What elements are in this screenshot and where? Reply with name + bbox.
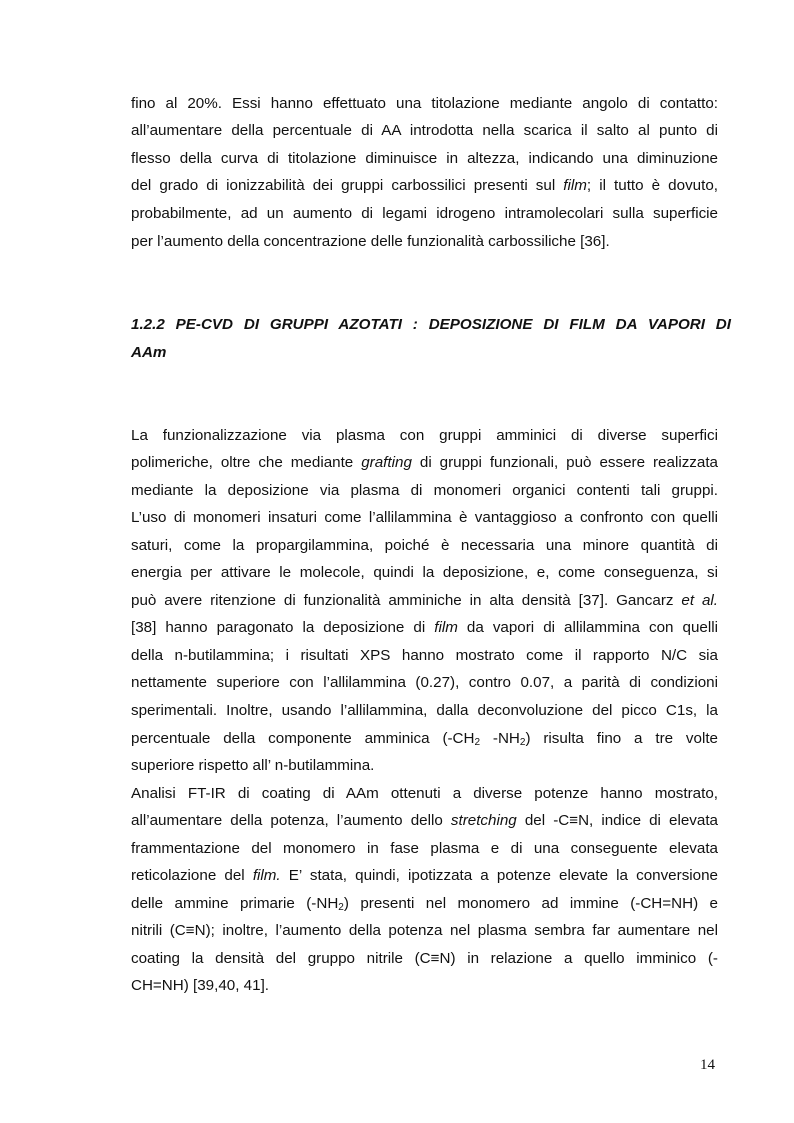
text-span: -NH: [480, 730, 520, 747]
italic-term: et al.: [681, 592, 718, 609]
text-line: nitrili (C≡N); inoltre, l’aumento della potenza nel plasma sembra far aumentare nel: [131, 922, 718, 939]
text-line: coating la densità del gruppo nitrile (C≡N) in relazione a quello imminico (-: [131, 950, 718, 967]
text-line: CH=NH) [39,40, 41].: [131, 977, 270, 994]
text-line: probabilmente, ad un aumento di legami idrogeno intramolecolari sulla superficie: [131, 205, 718, 222]
subscript: 2: [519, 737, 526, 748]
text-line: [131, 591, 718, 611]
text-line: La funzionalizzazione via plasma con gruppi amminici di diverse superfici: [131, 427, 718, 444]
text-line: [131, 866, 718, 886]
text-line: [131, 618, 718, 638]
text-line: flesso della curva di titolazione diminuisce in altezza, indicando una diminuzione: [131, 150, 718, 167]
text-line: L’uso di monomeri insaturi come l’allilammina è vantaggioso a confronto con quelli: [131, 509, 718, 526]
text-line: superiore rispetto all’ n-butilammina.: [131, 757, 375, 774]
text-line: saturi, come la propargilammina, poiché è necessaria una minore quantità di: [131, 537, 718, 554]
text-span: può avere ritenzione di funzionalità amminiche in alta densità [37]. Gancarz: [131, 592, 674, 609]
section-heading-line: 1.2.2 PE-CVD DI GRUPPI AZOTATI : DEPOSIZIONE DI FILM DA VAPORI DI: [131, 316, 731, 333]
text-line: [131, 729, 718, 749]
text-line: all’aumentare della percentuale di AA introdotta nella scarica il salto al punto di: [131, 122, 718, 139]
section-heading-line: AAm: [131, 344, 167, 361]
text-span: all’aumentare della potenza, l’aumento dello: [131, 812, 443, 829]
subscript: 2: [338, 902, 344, 913]
text-span: (-CH: [442, 730, 475, 747]
text-span: [38] hanno paragonato la deposizione di: [131, 619, 426, 636]
subscript: 2: [474, 737, 481, 748]
text-line: della n-butilammina; i risultati XPS hanno mostrato come il rapporto N/C sia: [131, 647, 718, 664]
text-span: delle ammine primarie (-NH: [131, 895, 339, 912]
text-line: [131, 453, 718, 473]
italic-term: stretching: [450, 812, 517, 829]
text-span: polimeriche, oltre che mediante: [131, 454, 354, 471]
text-line: nettamente superiore con l’allilammina (0.27), contro 0.07, a parità di condizioni: [131, 674, 718, 691]
text-span: reticolazione del: [131, 867, 245, 884]
text-line: frammentazione del monomero in fase plasma e di una conseguente elevata: [131, 840, 718, 857]
text-span: da vapori di allilammina con quelli: [466, 619, 718, 636]
italic-term: film.: [252, 867, 281, 884]
text-line: [131, 176, 718, 196]
text-span: percentuale della componente amminica: [131, 730, 430, 747]
text-line: Analisi FT-IR di coating di AAm ottenuti a diverse potenze hanno mostrato,: [131, 785, 718, 802]
text-span: di gruppi funzionali, può essere realizzata: [419, 454, 719, 471]
chemical-formula: [442, 730, 718, 747]
text-span: E’ stata, quindi, ipotizzata a potenze elevate la conversione: [288, 867, 718, 884]
text-span: ) presenti nel monomero ad immine: [343, 895, 619, 912]
text-line: energia per attivare le molecole, quindi la deposizione, e, come conseguenza, si: [131, 564, 718, 581]
text-line: per l’aumento della concentrazione delle funzionalità carbossiliche [36].: [131, 233, 610, 250]
text-line: sperimentali. Inoltre, usando l’allilammina, dalla deconvoluzione del picco C1s, la: [131, 702, 718, 719]
text-span: (-CH=NH) e: [630, 895, 719, 912]
italic-term: grafting: [361, 454, 412, 471]
text-span: del grado di ionizzabilità dei gruppi carbossilici presenti sul: [131, 177, 556, 194]
text-line: [131, 811, 718, 831]
text-line: fino al 20%. Essi hanno effettuato una titolazione mediante angolo di contatto:: [131, 95, 718, 112]
text-line: [131, 894, 718, 914]
page-number: 14: [700, 1057, 715, 1073]
italic-term: film: [434, 619, 458, 636]
text-span: ; il tutto è dovuto,: [586, 177, 718, 194]
text-line: mediante la deposizione via plasma di monomeri organici contenti tali gruppi.: [131, 482, 718, 499]
text-span: del -C≡N, indice di elevata: [524, 812, 718, 829]
italic-term: film: [563, 177, 587, 194]
text-span: ) risulta fino a tre volte: [525, 730, 718, 747]
